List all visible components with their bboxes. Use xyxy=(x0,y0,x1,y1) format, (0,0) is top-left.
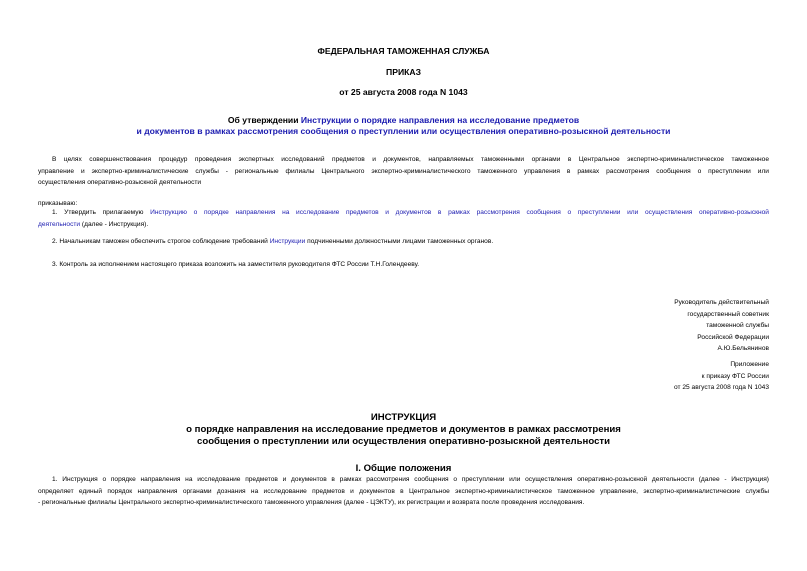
appendix-line-2: к приказу ФТС России xyxy=(701,372,769,380)
preamble-line-2: управление и экспертно-криминалистические службы - региональные филиалы Центрального экспертно-криминалистического таможенного управления в рамках рассмотрения сообщения о преступлении или xyxy=(38,167,769,175)
item-2-suffix: подчиненными должностными лицами таможенных органов. xyxy=(305,238,494,245)
doc-type-heading: ПРИКАЗ xyxy=(386,67,421,77)
instruction-subtitle-2: сообщения о преступлении или осуществления оперативно-розыскной деятельности xyxy=(197,436,610,447)
appendix-block xyxy=(674,359,769,394)
para-1-line-1: 1. Инструкция о порядке направления на исследование предметов и документов в рамках рассмотрения сообщения о преступлении или осуществления оперативно-розыскной деятельности (далее - Инструкция) xyxy=(52,476,769,483)
appendix-line-3: от 25 августа 2008 года N 1043 xyxy=(674,384,769,392)
item-1-line-2 xyxy=(38,219,769,231)
preamble-line-1: В целях совершенствования процедур проведения экспертных исследований предметов и документов, направляемых таможенными органами в Центральное экспертно-криминалистическое таможенное xyxy=(52,156,769,163)
para-1-line-3: - региональные филиалы Центрального экспертно-криминалистического таможенного управления (далее - ЦЭКТУ), их регистрации и возврата после проведения исследования. xyxy=(38,499,585,507)
item-1-instruction-link[interactable]: Инструкцию о порядке направления на исследование предметов и документов в рамках рассмотрения сообщения о преступлении или осуществления оперативно-розыскной xyxy=(150,209,769,216)
item-2-paragraph xyxy=(52,238,493,245)
signature-name: А.Ю.Бельянинов xyxy=(717,345,769,353)
section-1-heading: I. Общие положения xyxy=(355,463,452,474)
para-1-line-2: определяет единый порядок направления органами дознания на исследование предметов и документов в Центральное экспертно-криминалистическое таможенное управление, экспертно-криминалистические службы xyxy=(38,487,769,495)
item-1-paragraph xyxy=(38,207,769,230)
item-2-instruction-link[interactable]: Инструкции xyxy=(269,238,306,245)
item-1-instruction-link-cont[interactable]: деятельности xyxy=(38,220,81,228)
item-3-paragraph: 3. Контроль за исполнением настоящего приказа возложить на заместителя руководителя ФТС России Т.Н.Голендееву. xyxy=(52,261,420,268)
instruction-title: ИНСТРУКЦИЯ xyxy=(370,412,437,423)
instruction-paragraph-1 xyxy=(38,474,769,509)
signature-line-2: государственный советник xyxy=(687,310,769,318)
preamble-line-3: осуществления оперативно-розыскной деятельности xyxy=(38,179,202,187)
preamble-paragraph xyxy=(38,154,769,189)
agency-heading: ФЕДЕРАЛЬНАЯ ТАМОЖЕННАЯ СЛУЖБА xyxy=(317,46,490,56)
signature-line-4: Российской Федерации xyxy=(697,333,769,341)
instruction-link-title-2[interactable]: и документов в рамках рассмотрения сообщения о преступлении или осуществления оперативно-розыскной деятельности xyxy=(136,126,671,136)
instruction-subtitle-1: о порядке направления на исследование предметов и документов в рамках рассмотрения xyxy=(186,424,621,435)
order-word: приказываю: xyxy=(38,200,78,207)
order-date-line: от 25 августа 2008 года N 1043 xyxy=(339,87,468,97)
appendix-line-1: Приложение xyxy=(730,361,769,368)
signature-line-1: Руководитель действительный xyxy=(674,299,769,306)
item-2-prefix: 2. Начальникам таможен обеспечить строгое соблюдение требований xyxy=(52,238,270,245)
item-1-prefix: 1. Утвердить прилагаемую xyxy=(52,209,151,216)
item-1-line-1 xyxy=(38,207,769,219)
title-prefix: Об утверждении xyxy=(227,115,301,125)
signature-line-3: таможенной службы xyxy=(706,322,769,330)
signature-block xyxy=(674,297,769,355)
instruction-link-title-1[interactable]: Инструкции о порядке направления на исследование предметов xyxy=(300,115,580,125)
order-title-line1 xyxy=(0,115,807,125)
item-1-suffix: (далее - Инструкция). xyxy=(80,220,149,228)
